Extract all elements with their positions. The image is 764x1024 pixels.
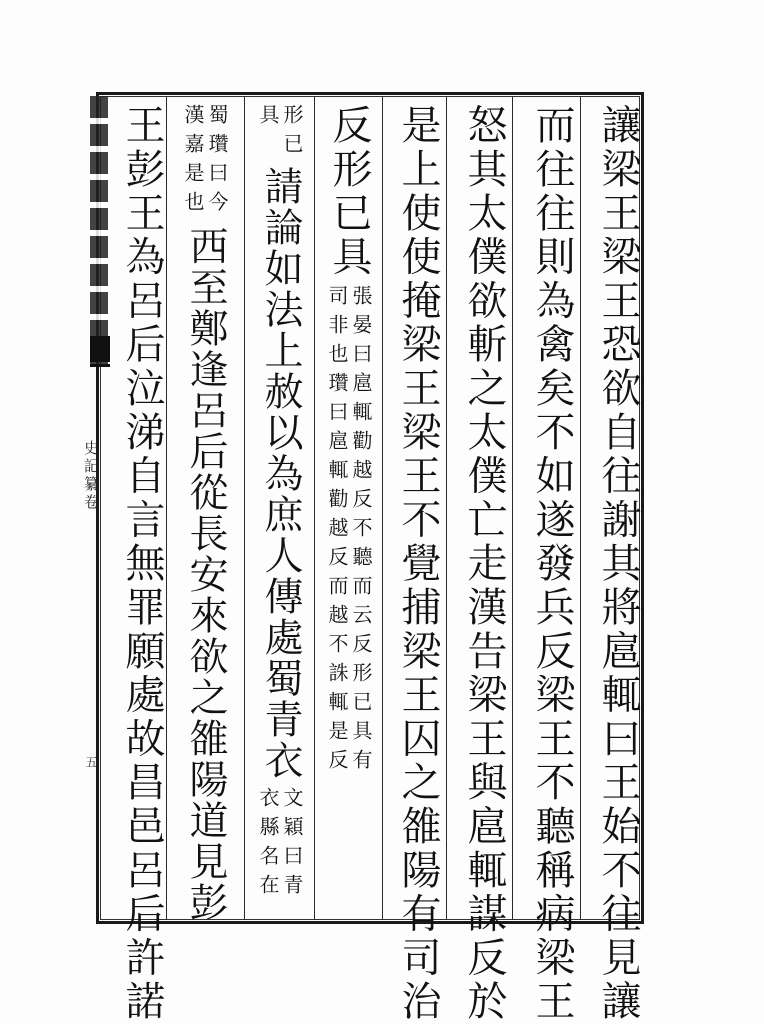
commentary-right-top: 蜀瓚曰今: [205, 104, 229, 220]
text-column-4: 是上使使掩梁王梁王不覺捕梁王囚之雒陽有司治: [395, 104, 441, 1024]
fish-tail-mark: [90, 336, 110, 362]
commentary-pair-bottom: [258, 787, 302, 903]
commentary-left-bottom: 衣縣名在: [256, 787, 280, 903]
commentary-pair: [327, 285, 371, 778]
text-column-8: 王彭王為呂后泣涕自言無罪願處故昌邑呂后許諾: [119, 104, 165, 1024]
text-column-6: [252, 104, 308, 903]
banxin-section-text: 卷: [82, 494, 100, 512]
text-column-5: [322, 104, 376, 778]
banxin-ornament: [90, 96, 108, 366]
commentary-right: 張晏曰扈輒勸越反不聽而云反形已具有: [349, 285, 373, 779]
commentary-left-top: 具: [256, 104, 280, 133]
banxin-title-text: 史記纂: [82, 440, 100, 494]
main-text-segment: 請論如法上赦以為庶人傳處蜀青衣: [258, 166, 303, 781]
commentary-pair-top: [258, 104, 302, 162]
commentary-pair-top: [183, 104, 227, 220]
column-rule: [166, 96, 167, 920]
commentary-right-bottom: 文穎曰青: [280, 787, 304, 903]
column-rule: [512, 96, 513, 920]
text-column-2: 而往往則為禽矣不如遂發兵反梁王不聽稱病梁王: [529, 104, 575, 1024]
commentary-left: 司非也瓚曰扈輒勸越反而越不誅輒是反: [325, 285, 349, 779]
text-column-7: [176, 104, 234, 923]
folio-number: 五: [84, 756, 98, 768]
main-text-segment: 西至鄭逢呂后從長安來欲之雒陽道見彭: [183, 226, 228, 923]
column-rule: [314, 96, 315, 920]
column-rule: [382, 96, 383, 920]
main-text-segment: 反形已具: [326, 104, 372, 280]
column-rule: [580, 96, 581, 920]
banxin-title: [72, 440, 102, 512]
text-column-3: 怒其太僕欲斬之太僕亡走漢告梁王與扈輒謀反於: [461, 104, 507, 1024]
commentary-left-top: 漢嘉是也: [181, 104, 205, 220]
column-rule: [446, 96, 447, 920]
column-rule: [244, 96, 245, 920]
text-column-1: 讓梁王梁王恐欲自往謝其將扈輒曰王始不往見讓: [595, 104, 641, 1024]
fish-tail-line: [90, 364, 110, 367]
commentary-right-top: 形已: [280, 104, 304, 162]
